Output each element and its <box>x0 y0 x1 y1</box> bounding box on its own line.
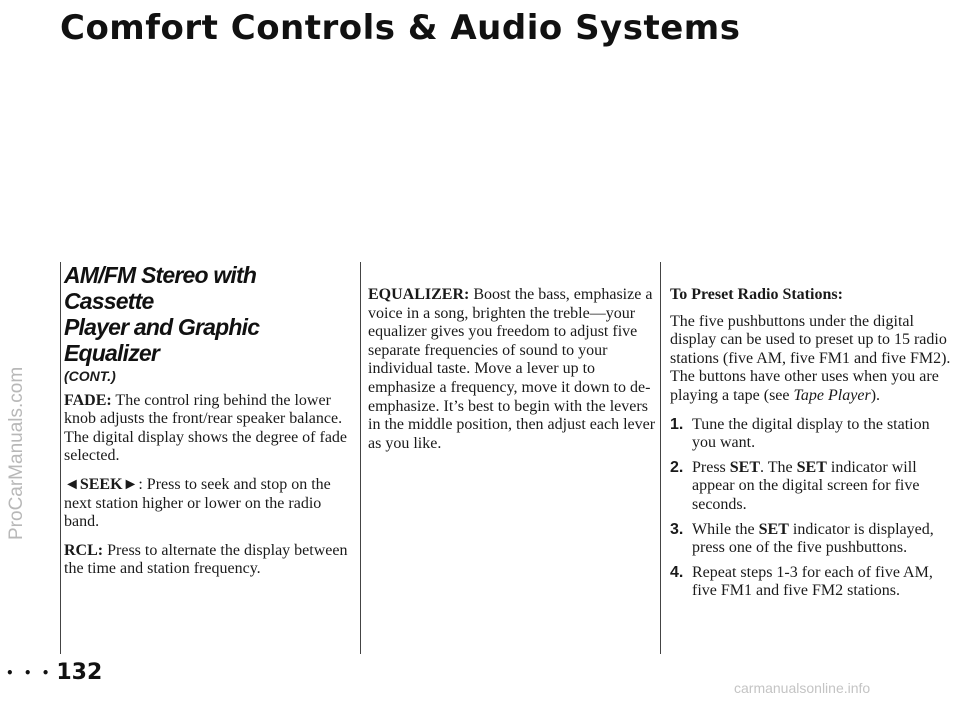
fade-paragraph <box>64 392 348 466</box>
set-keyword: SET <box>758 520 789 538</box>
step-2-text-b: . The <box>760 458 797 476</box>
section-heading-line-2: Player and Graphic Equalizer <box>64 314 260 366</box>
side-watermark: ProCarManuals.com <box>6 366 27 540</box>
seek-lead: ◄SEEK► <box>64 475 139 493</box>
step-1-text: Tune the digital display to the station you want. <box>692 415 930 452</box>
equalizer-lead: EQUALIZER: <box>368 286 470 303</box>
page-number-value: 132 <box>56 660 103 685</box>
rcl-lead: RCL: <box>64 541 104 559</box>
page-number-dots: • • • <box>6 666 53 680</box>
step-4-number: 4. <box>670 563 684 581</box>
section-heading-line-1: AM/FM Stereo with Cassette <box>64 262 257 314</box>
step-2-text-c: indicator will appear on the digital screen for five seconds. <box>692 458 920 513</box>
step-4 <box>670 564 952 601</box>
set-keyword: SET <box>796 458 827 476</box>
section-heading <box>64 262 348 366</box>
column-divider-1 <box>60 262 61 654</box>
equalizer-paragraph <box>368 286 658 453</box>
rcl-paragraph <box>64 542 348 579</box>
preset-intro-b: ). <box>870 386 881 404</box>
step-1-number: 1. <box>670 415 684 433</box>
fade-text: The control ring behind the lower knob adjusts the front/rear speaker balance. The digital display shows the degree of fade selected. <box>64 391 348 465</box>
seek-paragraph <box>64 476 348 532</box>
step-3-text-a: While the <box>692 520 759 538</box>
step-3 <box>670 521 952 558</box>
seek-text: : Press to seek and stop on the next station higher or lower on the radio band. <box>64 475 331 531</box>
equalizer-text: Boost the bass, emphasize a voice in a song, brighten the treble—your equalizer gives you freedom to adjust five separate frequencies of sound to your individual taste. Move a lever up to emphasize a frequency, move it down to de-emphasize. It’s best to begin with the levers in the middle position, then adjust each lever as you like. <box>368 286 656 452</box>
preset-intro <box>670 313 952 406</box>
step-2-number: 2. <box>670 458 684 476</box>
page-number <box>6 660 102 685</box>
preset-intro-a: The five pushbuttons under the digital display can be used to preset up to 15 radio stations (five AM, five FM1 and five FM2). The buttons have other uses when you are playing a tape (see <box>670 312 951 404</box>
column-3 <box>670 286 952 607</box>
step-4-text: Repeat steps 1-3 for each of five AM, five FM1 and five FM2 stations. <box>692 563 933 600</box>
column-2 <box>368 286 658 463</box>
step-2 <box>670 459 952 515</box>
step-2-text-a: Press <box>692 458 730 476</box>
step-3-text-b: indicator is displayed, press one of the five pushbuttons. <box>692 520 934 557</box>
step-1 <box>670 416 952 453</box>
preset-heading: To Preset Radio Stations: <box>670 286 843 303</box>
step-3-number: 3. <box>670 520 684 538</box>
rcl-text: Press to alternate the display between the time and station frequency. <box>64 541 348 578</box>
fade-lead: FADE: <box>64 391 112 409</box>
set-keyword: SET <box>729 458 761 476</box>
bottom-watermark: carmanualsonline.info <box>734 680 871 696</box>
column-divider-3 <box>660 262 661 654</box>
preset-steps <box>670 416 952 601</box>
column-divider-2 <box>360 262 361 654</box>
continued-label: (CONT.) <box>64 368 116 384</box>
column-1 <box>64 262 348 589</box>
page-title: Comfort Controls & Audio Systems <box>60 8 741 48</box>
tape-player-reference: Tape Player <box>793 386 871 404</box>
